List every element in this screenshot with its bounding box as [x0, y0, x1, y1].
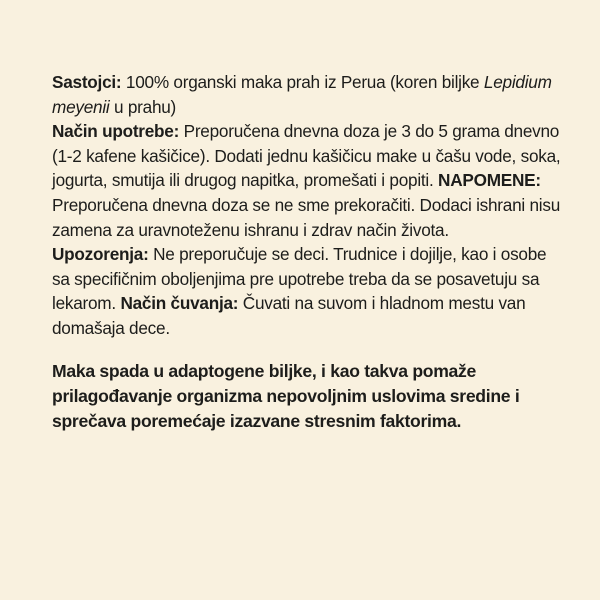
storage-text: Čuvati na suvom i hladnom mestu van domašaja dece.: [52, 293, 526, 338]
composition-paragraph: [52, 70, 562, 119]
closing-statement: Maka spada u adaptogene biljke, i kao takva pomaže prilagođavanje organizma nepovoljnim uslovima sredine i sprečava poremećaje izazvane stresnim faktorima.: [52, 360, 520, 431]
usage-text: Preporučena dnevna doza je 3 do 5 grama dnevno (1-2 kafene kašičice). Dodati jednu kašičicu make u čašu vode, soka, jogurta, smutija ili drugog napitka, promešati i popiti.: [52, 121, 561, 191]
latin-plant-name: Lepidium meyenii: [52, 72, 552, 117]
warnings-paragraph: [52, 242, 562, 340]
product-label-text: [52, 70, 562, 434]
warnings-text: Ne preporučuje se deci. Trudnice i dojilje, kao i osobe sa specifičnim oboljenjima pre upotrebe treba da se posavetuju sa lekarom.: [52, 244, 547, 314]
composition-text: 100% organski maka prah iz Perua (koren biljke: [125, 72, 480, 92]
composition-heading: Sastojci:: [52, 72, 122, 92]
composition-text-end: u prahu): [114, 96, 177, 117]
warnings-heading: Upozorenja:: [52, 244, 149, 265]
notes-heading: NAPOMENE:: [438, 170, 541, 191]
notes-text: Preporučena dnevna doza se ne sme prekoračiti. Dodaci ishrani nisu zamena za uravnoteženu ishranu i zdrav način života.: [52, 194, 561, 240]
storage-heading: Način čuvanja:: [120, 293, 239, 314]
usage-paragraph: [52, 119, 562, 242]
usage-heading: Način upotrebe:: [52, 121, 180, 142]
